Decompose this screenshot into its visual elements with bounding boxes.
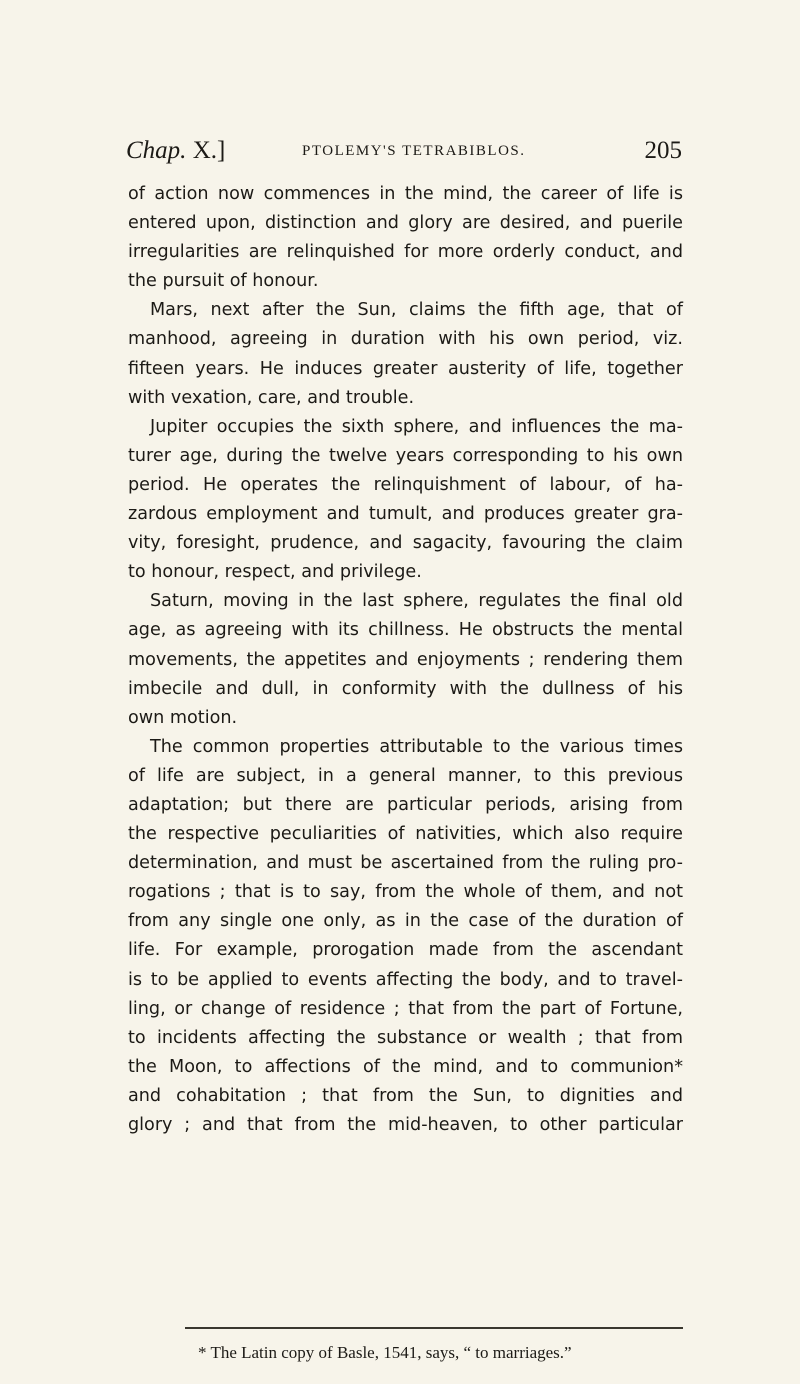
text-line: to incidents affecting the substance or wealth ; that from xyxy=(128,1027,683,1048)
text-line: zardous employment and tumult, and produces greater gra- xyxy=(128,504,683,525)
running-title: PTOLEMY'S TETRABIBLOS. xyxy=(302,143,526,159)
text-line: and cohabitation ; that from the Sun, to dignities and xyxy=(128,1085,683,1106)
text-line: The common properties attributable to the various times xyxy=(150,736,683,757)
text-line: vity, foresight, prudence, and sagacity, favouring the claim xyxy=(128,533,683,554)
text-line: movements, the appetites and enjoyments ; rendering them xyxy=(128,649,683,670)
text-line: to honour, respect, and privilege. xyxy=(128,562,422,583)
text-line: period. He operates the relinquishment of labour, of ha- xyxy=(128,474,683,495)
text-line: the Moon, to affections of the mind, and to communion* xyxy=(128,1056,683,1077)
footnote: * The Latin copy of Basle, 1541, says, “ to marriages.” xyxy=(198,1343,572,1362)
text-line: with vexation, care, and trouble. xyxy=(128,387,415,408)
body-text xyxy=(128,180,683,1140)
text-line: age, as agreeing with its chillness. He obstructs the mental xyxy=(128,620,683,641)
text-line: of action now commences in the mind, the career of life is xyxy=(128,184,683,204)
text-line: own motion. xyxy=(128,707,238,728)
text-line: the respective peculiarities of nativities, which also require xyxy=(128,824,683,845)
chapter-marker xyxy=(126,137,225,165)
text-line: adaptation; but there are particular periods, arising from xyxy=(128,794,683,815)
text-line: Jupiter occupies the sixth sphere, and influences the ma- xyxy=(150,416,683,437)
text-line: is to be applied to events affecting the body, and to travel- xyxy=(128,969,683,990)
text-line: entered upon, distinction and glory are desired, and puerile xyxy=(128,213,683,234)
text-line: determination, and must be ascertained from the ruling pro- xyxy=(128,853,683,874)
footnote-rule xyxy=(185,1327,683,1329)
text-line: Saturn, moving in the last sphere, regulates the final old xyxy=(150,591,683,612)
text-line: the pursuit of honour. xyxy=(128,271,319,292)
page-header xyxy=(126,137,682,173)
page-number: 205 xyxy=(644,137,682,164)
chapter-number: X.] xyxy=(186,137,226,164)
text-line: ling, or change of residence ; that from the part of Fortune, xyxy=(128,998,683,1019)
text-line: manhood, agreeing in duration with his own period, viz. xyxy=(128,329,683,350)
text-line: imbecile and dull, in conformity with the dullness of his xyxy=(128,678,683,699)
text-line: Mars, next after the Sun, claims the fifth age, that of xyxy=(150,300,683,321)
text-line: fifteen years. He induces greater austerity of life, together xyxy=(128,358,683,379)
text-line: irregularities are relinquished for more orderly conduct, and xyxy=(128,242,683,263)
text-line: of life are subject, in a general manner, to this previous xyxy=(128,765,683,786)
text-line: from any single one only, as in the case of the duration of xyxy=(128,911,683,932)
text-line: life. For example, prorogation made from the ascendant xyxy=(128,940,683,961)
text-line: turer age, during the twelve years corresponding to his own xyxy=(128,445,683,466)
text-line: glory ; and that from the mid-heaven, to other particular xyxy=(128,1115,683,1135)
text-line: rogations ; that is to say, from the whole of them, and not xyxy=(128,882,683,903)
chapter-abbrev: Chap. xyxy=(126,137,187,164)
